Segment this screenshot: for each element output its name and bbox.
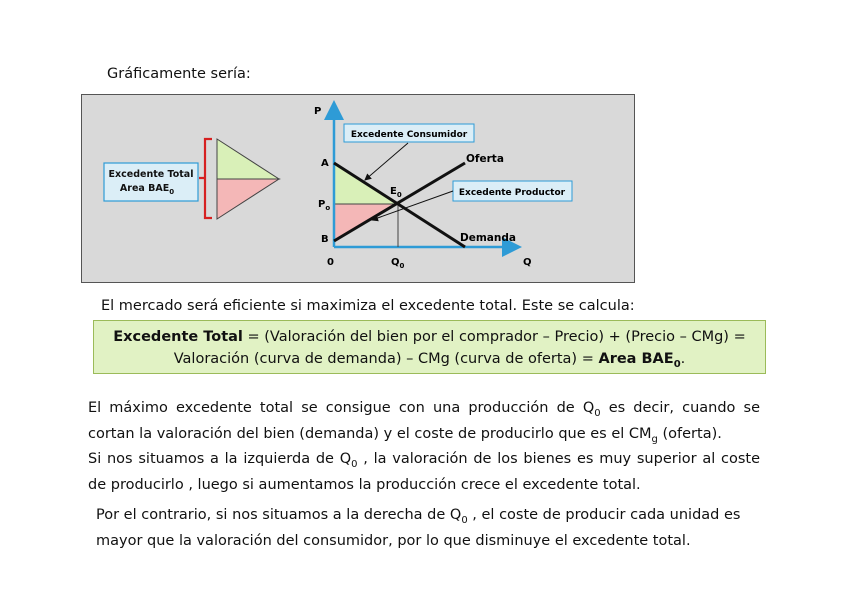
formula-line1: Excedente Total = (Valoración del bien por el comprador – Precio) + (Precio – CMg) = [113,329,746,345]
axis-p-label: P [314,106,322,117]
paragraph-2: Si nos situamos a la izquierda de $Q_0$ , la valoración de los bienes es muy superior al coste de producirlo , luego si aumentamos la producción crece el excedente total. [88,451,760,494]
legend-line1: Excedente Total [108,169,194,180]
bracket [199,139,212,218]
formula-box [93,320,766,374]
producer-surplus-text: Excedente Productor [458,188,566,198]
paragraph-3: Por el contrario, si nos situamos a la derecha de $Q_0$ , el coste de producir cada unidad es mayor que la valoración del consumidor, por lo que disminuye el excedente total. [96,507,741,550]
paragraph-1: El máximo excedente total se consigue con una producción de $Q_0$ es decir, cuando se cortan la valoración del bien (demanda) y el coste de producirlo que es el $CM_g$ (oferta). [88,400,760,446]
consumer-surplus-arrow [365,143,408,180]
label-b: B [321,234,329,245]
legend-consumer-triangle [217,139,279,179]
label-p0: $P_o$ [318,199,331,212]
origin-label: 0 [327,257,334,268]
demand-label: Demanda [460,232,516,244]
legend-line2: Area $BAE_0$ [119,183,175,196]
axis-q-label: Q [523,257,532,268]
intro-text: El mercado será eficiente si maximiza el excedente total. Este se calcula: [101,298,635,314]
label-a: A [321,158,329,169]
supply-label: Oferta [466,153,504,165]
label-q0: $Q_0$ [391,257,405,270]
label-e0: $E_0$ [390,186,402,199]
heading: Gráficamente sería: [107,66,251,82]
formula-line2: Valoración (curva de demanda) – CMg (curva de oferta) = Area $BAE_0$. [173,351,686,370]
legend-producer-triangle [217,179,279,219]
consumer-surplus-text: Excedente Consumidor [350,130,468,140]
